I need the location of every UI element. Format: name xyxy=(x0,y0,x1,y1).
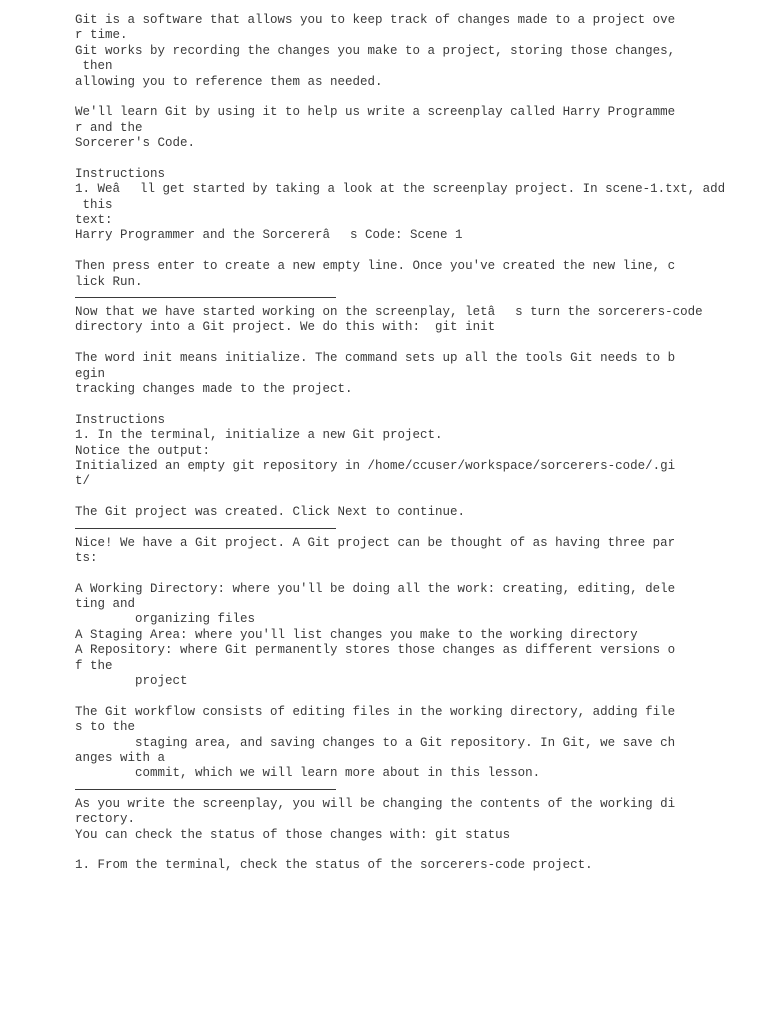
text-line: Harry Programmer and the Sorcererâs Code: Scene 1 xyxy=(75,228,463,243)
text-line: egin xyxy=(75,366,106,381)
text-line: text: xyxy=(75,213,113,228)
section-divider xyxy=(75,789,336,790)
text-line: We'll learn Git by using it to help us write a screenplay called Harry Programme xyxy=(75,105,676,120)
text-line: f the xyxy=(75,658,113,673)
text-line: Now that we have started working on the screenplay, letâs turn the sorcerers-code xyxy=(75,305,703,320)
document-body xyxy=(75,13,745,874)
document-section xyxy=(75,13,745,290)
blank-line xyxy=(75,566,745,581)
blank-line xyxy=(75,90,745,105)
blank-line xyxy=(75,689,745,704)
text-line: directory into a Git project. We do this with: git init xyxy=(75,320,496,335)
text-line: You can check the status of those changes with: git status xyxy=(75,827,511,842)
text-line: tracking changes made to the project. xyxy=(75,381,353,396)
text-line: allowing you to reference them as needed. xyxy=(75,74,383,89)
text-line: rectory. xyxy=(75,812,136,827)
text-line: The Git project was created. Click Next to continue. xyxy=(75,505,466,520)
blank-line xyxy=(75,244,745,259)
blank-line xyxy=(75,397,745,412)
text-line: 1. In the terminal, initialize a new Git project. xyxy=(75,428,443,443)
text-line: A Repository: where Git permanently stores those changes as different versions o xyxy=(75,643,676,658)
text-line: Git is a software that allows you to keep track of changes made to a project ove xyxy=(75,13,676,27)
text-line: commit, which we will learn more about in this lesson. xyxy=(75,766,541,781)
text-line: 1. Weâll get started by taking a look at the screenplay project. In scene-1.txt, add xyxy=(75,182,726,197)
text-line: Nice! We have a Git project. A Git project can be thought of as having three par xyxy=(75,535,676,550)
blank-line xyxy=(75,490,745,505)
text-line: Instructions xyxy=(75,412,166,427)
text-line: A Working Directory: where you'll be doing all the work: creating, editing, dele xyxy=(75,581,676,596)
section-divider xyxy=(75,297,336,298)
blank-line xyxy=(75,843,745,858)
text-line: r and the xyxy=(75,120,143,135)
text-line: Notice the output: xyxy=(75,443,211,458)
text-line: Then press enter to create a new empty line. Once you've created the new line, c xyxy=(75,259,676,274)
text-line: The Git workflow consists of editing files in the working directory, adding file xyxy=(75,704,676,719)
text-line: s to the xyxy=(75,720,136,735)
text-line: staging area, and saving changes to a Git repository. In Git, we save ch xyxy=(75,735,676,750)
section-divider xyxy=(75,528,336,529)
text-line: project xyxy=(75,674,188,689)
blank-line xyxy=(75,152,745,167)
text-line: 1. From the terminal, check the status of the sorcerers-code project. xyxy=(75,858,593,873)
text-line: ting and xyxy=(75,597,136,612)
blank-line xyxy=(75,336,745,351)
document-section xyxy=(75,536,745,782)
text-line: Instructions xyxy=(75,166,166,181)
text-line: anges with a xyxy=(75,750,166,765)
text-line: Sorcerer's Code. xyxy=(75,136,196,151)
document-section xyxy=(75,305,745,520)
text-line: lick Run. xyxy=(75,274,143,289)
text-line: then xyxy=(75,59,113,74)
text-line: organizing files xyxy=(75,612,256,627)
text-line: Git works by recording the changes you make to a project, storing those changes, xyxy=(75,43,676,58)
text-line: r time. xyxy=(75,28,128,43)
text-line: The word init means initialize. The command sets up all the tools Git needs to b xyxy=(75,351,676,366)
text-line: A Staging Area: where you'll list changes you make to the working directory xyxy=(75,627,638,642)
text-line: ts: xyxy=(75,550,98,565)
text-line: As you write the screenplay, you will be changing the contents of the working di xyxy=(75,796,676,811)
text-line: Initialized an empty git repository in /home/ccuser/workspace/sorcerers-code/.gi xyxy=(75,458,676,473)
text-line: t/ xyxy=(75,474,91,489)
document-section xyxy=(75,797,745,874)
text-line: this xyxy=(75,197,113,212)
